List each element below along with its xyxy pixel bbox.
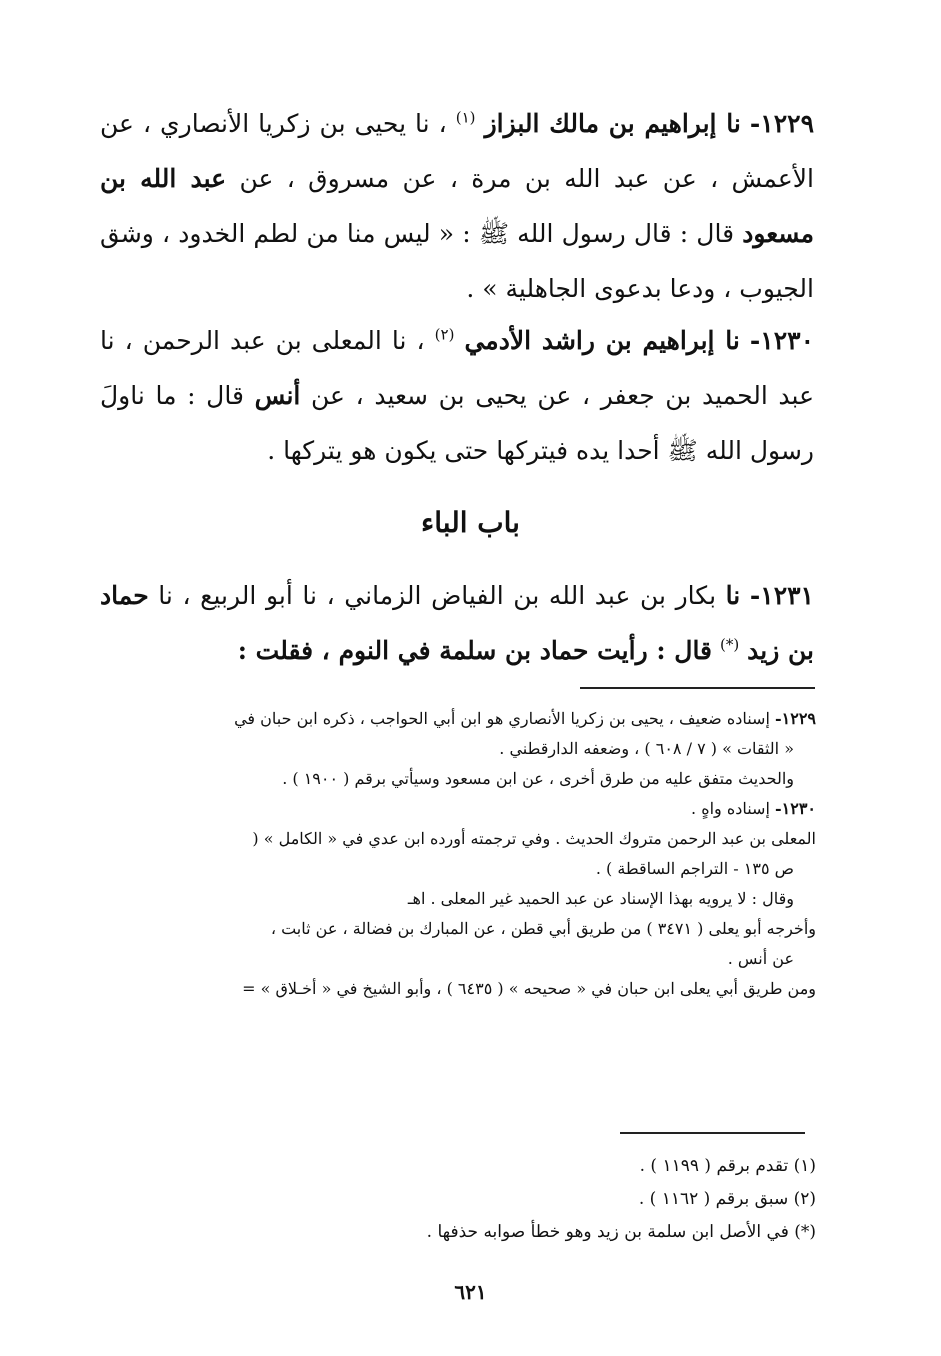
narrator-name: أنس [254, 381, 301, 410]
hadith-text: ، نا يحيى بن زكريا الأنصاري ، عن الأعمش ، عن عبد الله بن مرة ، عن مسروق ، عن [100, 109, 814, 193]
hadith-text-tail: قال : رأيت حماد بن سلمة في النوم ، فقلت : [237, 636, 713, 665]
hadith-text: بكار بن عبد الله بن الفياض الزماني ، نا أبو الربيع ، نا [158, 581, 717, 610]
footnote-ref: (*) [719, 635, 740, 654]
footnotes [100, 1150, 816, 1249]
commentary-line: وقال : لا يرويه بهذا الإسناد عن عبد الحميد غير المعلى . اهـ [407, 889, 794, 908]
footnote-1: (١) تقدم برقم ( ١١٩٩ ) . [639, 1156, 816, 1176]
hadith-text-tail: قال : ما ناولَ رسول الله ﷺ أحدا يده فيتركها حتى يكون هو يتركها . [100, 381, 814, 465]
commentary-line: والحديث متفق عليه من طرق أخرى ، عن ابن مسعود وسيأتي برقم ( ١٩٠٠ ) . [282, 769, 794, 788]
commentary-line: « الثقات » ( ٧ / ٦٠٨ ) ، وضعفه الدارقطني . [499, 739, 794, 758]
note-text: إسناده واهٍ . [691, 799, 770, 818]
commentary-notes [100, 704, 816, 1004]
hadith-lead: نا إبراهيم بن راشد الأدمي [464, 326, 740, 355]
commentary-line [100, 704, 816, 734]
hadith-number: ١٢٣١- [749, 581, 814, 610]
commentary-line: عن أنس . [727, 949, 794, 968]
footnote-2: (٢) سبق برقم ( ١١٦٢ ) . [638, 1189, 816, 1209]
chapter-heading: باب الباء [421, 506, 520, 539]
hadith-1229 [100, 96, 814, 316]
hadith-number: ١٢٣٠- [749, 326, 815, 355]
commentary-line: وأخرجه أبو يعلى ( ٣٤٧١ ) من طريق أبي قطن ، عن المبارك بن فضالة ، عن ثابت ، [270, 919, 816, 938]
hadith-lead: نا [725, 581, 741, 610]
hadith-text: ، نا المعلى بن عبد الرحمن ، نا عبد الحميد بن جعفر ، عن يحيى بن سعيد ، عن [100, 326, 814, 410]
commentary-line: ومن طريق أبي يعلى ابن حبان في « صحيحه » ( ٦٤٣٥ ) ، وأبو الشيخ في « أخـلاق » = [242, 979, 816, 998]
hadith-number: ١٢٢٩- [749, 109, 814, 138]
hadith-1231 [100, 568, 814, 678]
commentary-line: ص ١٣٥ - التراجم الساقطة ) . [595, 859, 794, 878]
note-number: ١٢٢٩- [774, 709, 816, 728]
footnote-ref: (٢) [434, 325, 455, 344]
hadith-lead: نا إبراهيم بن مالك البزاز [484, 109, 741, 138]
footnote-divider [620, 1132, 805, 1134]
narrator-name: عبد الله بن مسعود [100, 164, 814, 248]
narrator-name: حماد بن زيد [100, 581, 814, 665]
page-number: ٦٢١ [454, 1280, 487, 1304]
note-number: ١٢٣٠- [774, 799, 816, 818]
hadith-text-tail: قال : قال رسول الله ﷺ : « ليس منا من لطم الخدود ، وشق الجيوب ، ودعا بدعوى الجاهلية » . [100, 219, 814, 303]
commentary-line: المعلى بن عبد الرحمن متروك الحديث . وفي ترجمته أورده ابن عدي في « الكامل » ( [252, 829, 816, 848]
footnote-ref: (١) [455, 108, 476, 127]
note-text: إسناده ضعيف ، يحيى بن زكريا الأنصاري هو ابن أبي الحواجب ، ذكره ابن حبان في [234, 709, 770, 728]
hadith-1230 [100, 313, 814, 478]
commentary-divider [580, 687, 815, 689]
commentary-line [100, 794, 816, 824]
footnote-3: (*) في الأصل ابن سلمة بن زيد وهو خطأ صوابه حذفها . [426, 1222, 816, 1242]
